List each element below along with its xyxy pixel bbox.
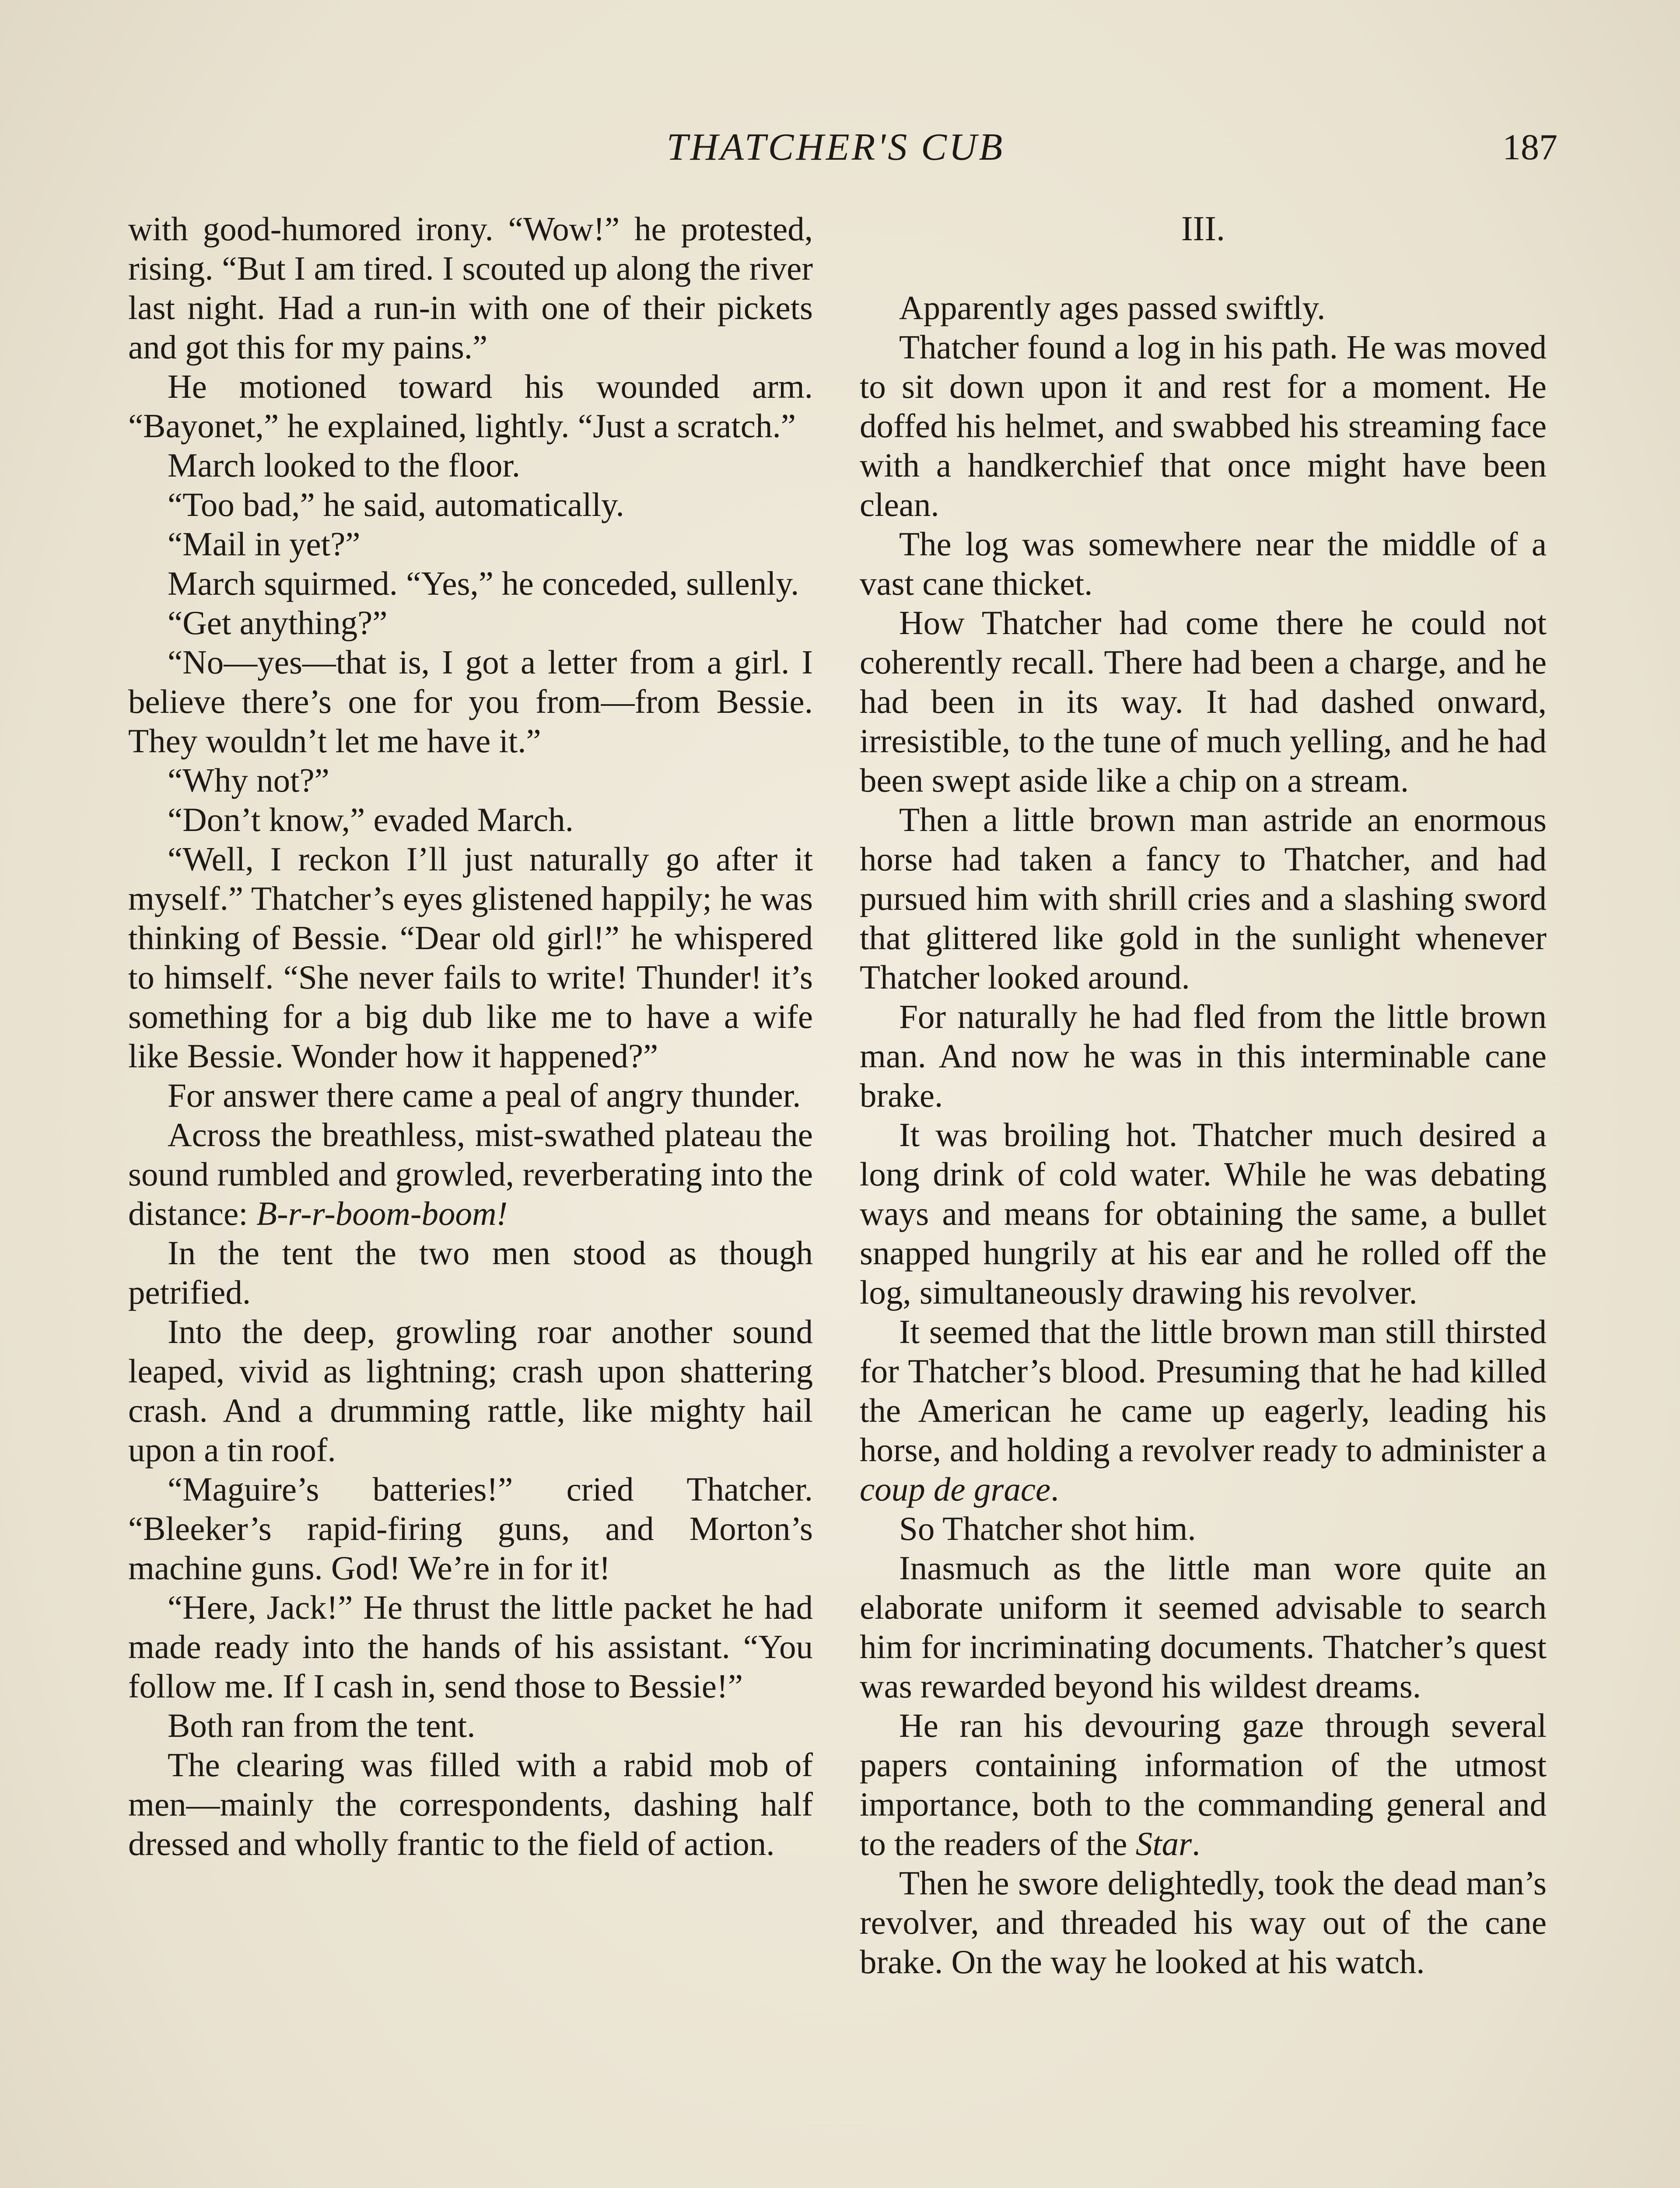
paragraph-text: It seemed that the little brown man still thirsted for Thatcher’s blood. Presuming that he had killed the American he came up eagerly, leading his horse, and holding a revolver ready to administer a bbox=[860, 1313, 1547, 1469]
paragraph-text: “Well, I reckon I’ll just naturally go after it myself.” Thatcher’s eyes glistened happily; he was thinking of Bessie. “Dear old girl!” he whispered to himself. “She never fails to write! Thunder! it’s something for a big dub like me to have a wife like Bessie. Wonder how it happened?” bbox=[128, 840, 813, 1075]
paragraph bbox=[128, 839, 813, 1076]
paragraph-text: “Here, Jack!” He thrust the little packet he had made ready into the hands of his assistant. “You follow me. If I cash in, send those to Bessie!” bbox=[128, 1588, 813, 1705]
paragraph-text: He motioned toward his wounded arm. “Bayonet,” he explained, lightly. “Just a scratch.” bbox=[128, 368, 813, 445]
paragraph bbox=[860, 1509, 1547, 1548]
paragraph-text: For naturally he had fled from the little brown man. And now he was in this interminable cane brake. bbox=[860, 998, 1547, 1114]
page-number: 187 bbox=[1502, 127, 1558, 168]
italic-phrase: coup de grace bbox=[860, 1470, 1051, 1508]
paragraph bbox=[860, 1706, 1547, 1863]
section-heading: III. bbox=[1181, 210, 1225, 248]
paragraph bbox=[128, 1469, 813, 1588]
paragraph-text: “Mail in yet?” bbox=[168, 525, 360, 563]
paragraph-text: with good-humored irony. “Wow!” he protested, rising. “But I am tired. I scouted up along the river last night. Had a run-in with one of their pickets and got this for my pains.” bbox=[128, 210, 813, 366]
paragraph bbox=[128, 1233, 813, 1312]
paragraph bbox=[128, 1312, 813, 1469]
paragraph bbox=[128, 1076, 813, 1115]
paragraph bbox=[128, 1745, 813, 1863]
left-column bbox=[128, 209, 813, 1863]
paragraph bbox=[860, 1548, 1547, 1706]
paragraph-text: Thatcher found a log in his path. He was moved to sit down upon it and rest for a moment. He doffed his helmet, and swabbed his streaming face with a handkerchief that once might have been clean. bbox=[860, 328, 1547, 523]
paragraph-text: He ran his devouring gaze through several papers containing information of the utmost importance, both to the commanding general and to the readers of the bbox=[860, 1707, 1547, 1862]
paragraph-text: So Thatcher shot him. bbox=[899, 1510, 1196, 1547]
paragraph bbox=[128, 524, 813, 564]
paragraph-text: March looked to the floor. bbox=[168, 446, 521, 484]
paragraph bbox=[860, 327, 1547, 524]
paragraph-text: March squirmed. “Yes,” he conceded, sullenly. bbox=[168, 565, 799, 602]
italic-phrase: B-r-r-boom-boom! bbox=[256, 1195, 508, 1232]
paragraph-text: “No—yes—that is, I got a letter from a girl. I believe there’s one for you from—from Bessie. They wouldn’t let me have it.” bbox=[128, 643, 813, 760]
paragraph-text: It was broiling hot. Thatcher much desired a long drink of cold water. While he was debating ways and means for obtaining the same, a bullet snapped hungrily at his ear and he rolled off the log, simultaneously drawing his revolver. bbox=[860, 1116, 1547, 1311]
paragraph bbox=[128, 1706, 813, 1745]
paragraph-tail: . bbox=[1192, 1825, 1200, 1862]
paragraph bbox=[128, 642, 813, 761]
paragraph-text: “Why not?” bbox=[168, 761, 329, 799]
paragraph bbox=[860, 1863, 1547, 1981]
paragraph bbox=[860, 603, 1547, 800]
paragraph-text: “Maguire’s batteries!” cried Thatcher. “Bleeker’s rapid-firing guns, and Morton’s machine guns. God! We’re in for it! bbox=[128, 1470, 813, 1587]
paragraph bbox=[860, 1115, 1547, 1312]
paragraph-tail: . bbox=[1050, 1470, 1059, 1508]
paragraph bbox=[128, 1588, 813, 1706]
paragraph bbox=[128, 603, 813, 642]
paragraph bbox=[128, 209, 813, 367]
paragraph-text: Into the deep, growling roar another sound leaped, vivid as lightning; crash upon shattering crash. And a drumming rattle, like mighty hail upon a tin roof. bbox=[128, 1313, 813, 1469]
paragraph bbox=[128, 1115, 813, 1233]
paragraph bbox=[128, 761, 813, 800]
paragraph bbox=[860, 1312, 1547, 1509]
paragraph-text: The log was somewhere near the middle of a vast cane thicket. bbox=[860, 525, 1547, 602]
paragraph-text: The clearing was filled with a rabid mob of men—mainly the correspondents, dashing half dressed and wholly frantic to the field of action. bbox=[128, 1746, 813, 1862]
paragraph-text: “Don’t know,” evaded March. bbox=[168, 801, 574, 838]
paragraph-text: Both ran from the tent. bbox=[168, 1707, 476, 1744]
paragraph-text: Then a little brown man astride an enormous horse had taken a fancy to Thatcher, and had pursued him with shrill cries and a slashing sword that glittered like gold in the sunlight whenever Thatcher looked around. bbox=[860, 801, 1547, 996]
paragraph-text: Across the breathless, mist-swathed plateau the sound rumbled and growled, reverberating into the distance: bbox=[128, 1116, 813, 1232]
right-column-body bbox=[860, 288, 1547, 1981]
paragraph-text: “Too bad,” he said, automatically. bbox=[168, 486, 624, 523]
paragraph bbox=[128, 564, 813, 603]
paragraph bbox=[128, 485, 813, 524]
paragraph-text: How Thatcher had come there he could not coherently recall. There had been a charge, and he had been in its way. It had dashed onward, irresistible, to the tune of much yelling, and he had been swept aside like a chip on a stream. bbox=[860, 604, 1547, 799]
paragraph-text: Inasmuch as the little man wore quite an elaborate uniform it seemed advisable to search him for incriminating documents. Thatcher’s quest was rewarded beyond his wildest dreams. bbox=[860, 1549, 1547, 1705]
paragraph bbox=[860, 800, 1547, 997]
right-column bbox=[860, 209, 1547, 1981]
running-head bbox=[0, 123, 1680, 172]
italic-phrase: Star bbox=[1135, 1825, 1192, 1862]
paragraph bbox=[128, 445, 813, 485]
paragraph bbox=[128, 800, 813, 839]
paragraph bbox=[860, 524, 1547, 603]
paragraph bbox=[128, 367, 813, 445]
running-title: THATCHER'S CUB bbox=[666, 126, 1005, 168]
paragraph-text: “Get anything?” bbox=[168, 604, 388, 642]
paragraph bbox=[860, 997, 1547, 1115]
paragraph-text: Apparently ages passed swiftly. bbox=[899, 289, 1326, 326]
paragraph-text: For answer there came a peal of angry thunder. bbox=[168, 1076, 801, 1114]
paragraph-text: Then he swore delightedly, took the dead man’s revolver, and threaded his way out of the cane brake. On the way he looked at his watch. bbox=[860, 1864, 1547, 1981]
paragraph-text: In the tent the two men stood as though petrified. bbox=[128, 1234, 813, 1311]
paragraph bbox=[860, 288, 1547, 327]
